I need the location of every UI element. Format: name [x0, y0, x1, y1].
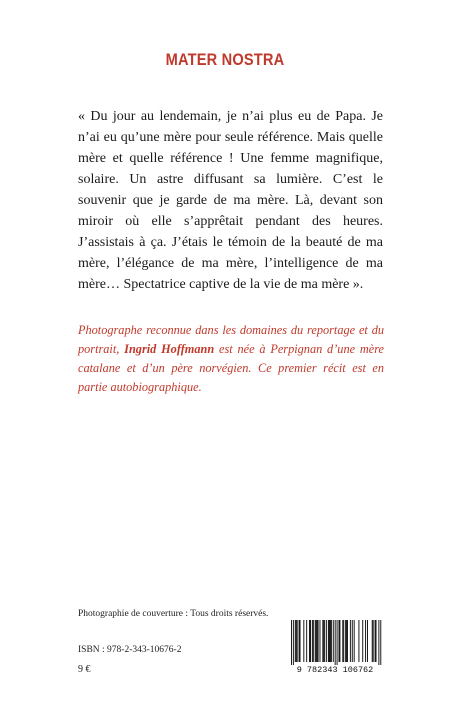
- barcode-bars: [291, 620, 381, 665]
- barcode-bar: [293, 620, 294, 665]
- bio-intro: Photographe reconnue dans les domaines du reportage et du portrait,: [78, 323, 384, 356]
- barcode-bar: [324, 620, 325, 662]
- barcode-bar: [372, 620, 373, 662]
- barcode-bar: [331, 620, 332, 662]
- barcode-bar: [309, 620, 310, 662]
- barcode-bar: [313, 620, 314, 662]
- barcode-bar: [329, 620, 330, 662]
- barcode-bar: [350, 620, 351, 662]
- barcode-bar: [306, 620, 307, 662]
- barcode-bar: [337, 620, 338, 665]
- barcode-bar: [365, 620, 366, 662]
- barcode-bar: [358, 620, 359, 662]
- barcode-bar: [330, 620, 331, 662]
- barcode-bar: [323, 620, 324, 662]
- barcode-bar: [291, 620, 292, 665]
- barcode-bar: [310, 620, 311, 662]
- barcode-bar: [345, 620, 346, 662]
- barcode-bar: [303, 620, 304, 662]
- barcode-bar: [297, 620, 298, 662]
- barcode-bar: [380, 620, 381, 665]
- barcode-bar: [347, 620, 348, 662]
- barcode-bar: [352, 620, 353, 662]
- barcode-bar: [335, 620, 336, 665]
- barcode-bar: [342, 620, 343, 662]
- photo-credit: Photographie de couverture : Tous droits réservés.: [78, 609, 269, 619]
- barcode-bar: [378, 620, 379, 665]
- barcode-bar: [322, 620, 323, 662]
- barcode-bar: [317, 620, 318, 662]
- bio-rest: est née à Perpignan d’une mère catalane et d’un père norvégien. Ce premier récit est en partie autobiographique.: [78, 342, 384, 394]
- barcode-bar: [362, 620, 363, 662]
- barcode-bar: [316, 620, 317, 662]
- barcode-bar: [339, 620, 340, 662]
- barcode-bar: [373, 620, 374, 662]
- barcode-bar: [346, 620, 347, 662]
- barcode-digits: 9 782343 106762: [296, 665, 374, 674]
- isbn-barcode: [286, 618, 384, 674]
- barcode-bar: [328, 620, 329, 662]
- price-label: 9 €: [78, 664, 91, 675]
- barcode-bar: [296, 620, 297, 662]
- barcode-bar: [376, 620, 377, 662]
- back-cover-quote: « Du jour au lendemain, je n’ai plus eu de Papa. Je n’ai eu qu’une mère pour seule référence. Mais quelle mère et quelle référence ! Une femme magnifique, solaire. Un astre diffusant sa lumière. C’est le souvenir que je garde de ma mère. Là, devant son miroir où elle s’apprêtait pendant des heures. J’assistais à ça. J’étais le témoin de la beauté de ma mère, l’élégance de ma mère, l’intelligence de ma mère… Spectatrice captive de la vie de ma mère ».: [78, 109, 383, 292]
- barcode-bar: [320, 620, 321, 662]
- barcode-bar: [318, 620, 319, 662]
- barcode-bar: [343, 620, 344, 662]
- barcode-bar: [326, 620, 327, 662]
- barcode-bar: [354, 620, 355, 662]
- barcode-bar: [367, 620, 368, 662]
- barcode-bar: [339, 620, 340, 662]
- isbn-number: ISBN : 978-2-343-10676-2: [78, 645, 182, 655]
- author-bio: [78, 321, 384, 397]
- barcode-graphic: [286, 618, 384, 674]
- barcode-bar: [295, 620, 296, 662]
- barcode-bar: [375, 620, 376, 662]
- barcode-bar: [312, 620, 313, 662]
- barcode-bar: [315, 620, 316, 662]
- author-name: Ingrid Hoffmann: [124, 342, 215, 356]
- barcode-bar: [299, 620, 300, 662]
- book-title: MATER NOSTRA: [165, 50, 285, 69]
- barcode-bar: [300, 620, 301, 662]
- barcode-bar: [333, 620, 334, 662]
